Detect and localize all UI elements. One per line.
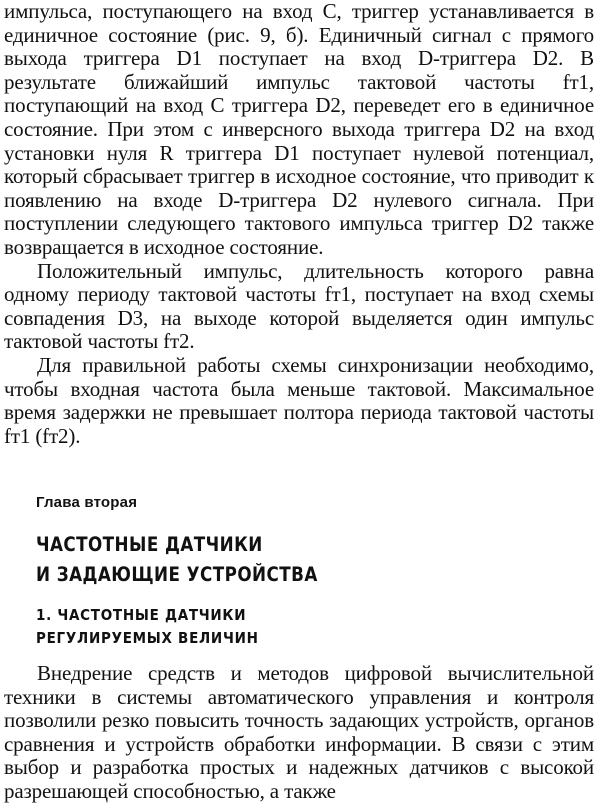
section-title-line-1: 1. ЧАСТОТНЫЕ ДАТЧИКИ (36, 606, 247, 624)
paragraph-sync-scheme: Для правильной работы схемы синхронизации необходимо, чтобы входная частота была меньше тактовой. Максимальное время задержки не превышает полтора периода тактовой частоты fт1 (fт2). (4, 352, 594, 448)
chapter-title-line-2: И ЗАДАЮЩИЕ УСТРОЙСТВА (36, 563, 318, 586)
paragraph-introduction: Внедрение средств и методов цифровой вычислительной техники в системы автоматического управления и контроля позволили резко повысить точность задающих устройств, органов сравнения и устройств обработки информации. В связи с этим выбор и разработка простых и надежных датчиков с высокой разрешающей способностью, а также (4, 661, 594, 803)
top-text-block (4, 0, 594, 448)
document-page (4, 0, 594, 809)
paragraph-positive-pulse: Положительный импульс, длительность которого равна одному периоду тактовой частоты fт1, поступает на вход схемы совпадения D3, на выходе которой выделяется один импульс тактовой частоты fт2. (4, 258, 594, 354)
section-title-line-2: РЕГУЛИРУЕМЫХ ВЕЛИЧИН (36, 629, 259, 647)
chapter-title-line-1: ЧАСТОТНЫЕ ДАТЧИКИ (36, 533, 263, 556)
paragraph-continued: импульса, поступающего на вход C, триггер устанавливается в единичное состояние (рис. 9, б). Единичный сигнал с прямого выхода триггера D1 поступает на вход D-триггера D2. В результате ближайший импульс тактовой частоты fт1, поступающий на вход C триггера D2, переведет его в единичное состояние. При этом с инверсного выхода триггера D2 на вход установки нуля R триггера D1 поступает нулевой потенциал, который сбрасывает триггер в исходное состояние, что приводит к появлению на входе D-триггера D2 нулевого сигнала. При поступлении следующего тактового импульса триггер D2 также возвращается в исходное состояние. (4, 0, 594, 259)
chapter-label: Глава вторая (36, 494, 138, 511)
bottom-text-block (4, 662, 594, 804)
